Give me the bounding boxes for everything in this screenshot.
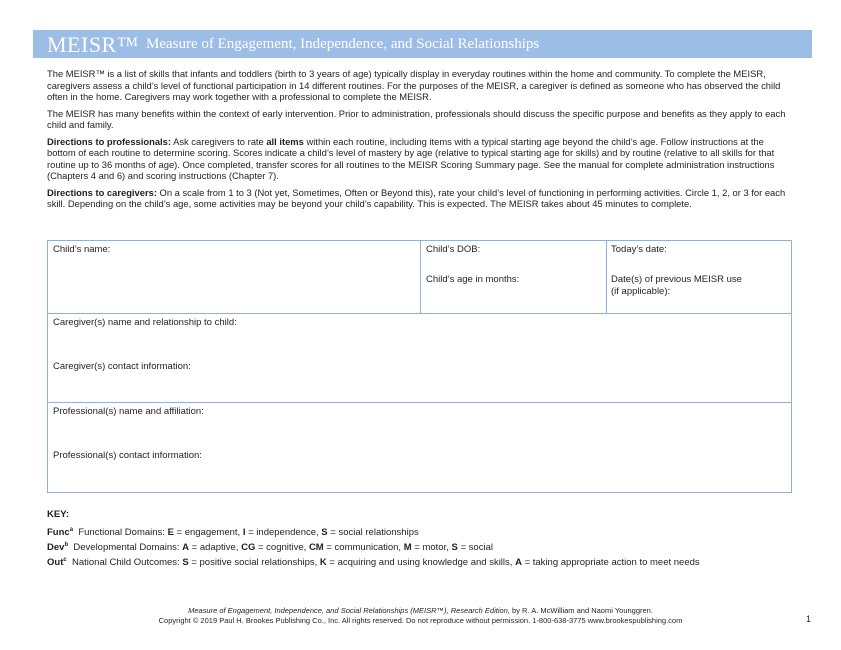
professional-contact-label: Professional(s) contact information:	[53, 450, 202, 461]
intro-paragraph-2: The MEISR has many benefits within the context of early intervention. Prior to administration, professionals should discuss the specific purpose and benefits as they apply to each child and family.	[47, 107, 786, 130]
key-dev-abbr: Dev$^b$	[47, 542, 69, 554]
directions-professionals	[47, 136, 795, 182]
child-dob-age-field[interactable]	[421, 241, 607, 313]
directions-professionals-lead: Directions to professionals:	[47, 135, 171, 147]
child-info-form	[47, 240, 792, 493]
intro-text	[47, 68, 795, 215]
caregiver-name-label: Caregiver(s) name and relationship to child:	[53, 317, 237, 328]
key-section	[47, 509, 700, 568]
professional-name-label: Professional(s) name and affiliation:	[53, 406, 204, 417]
directions-caregivers-text: On a scale from 1 to 3 (Not yet, Sometimes, Often or Beyond this), rate your child’s level of functioning in performing activities. Circle 1, 2, or 3 for each skill. Depending on the child’s age, some activities may be beyond your child’s capability. This is expected. The MEISR takes about 45 minutes to complete.	[47, 186, 786, 209]
directions-caregivers-lead: Directions to caregivers:	[47, 186, 157, 198]
directions-caregivers	[47, 187, 795, 210]
all-items-emphasis: all items	[266, 135, 304, 147]
key-title: KEY:	[47, 509, 69, 520]
today-date-label: Today’s date:	[611, 244, 667, 255]
key-out: Out$^c$ National Child Outcomes: S = positive social relationships, K = acquiring and using knowledge and skills, A = taking appropriate action to meet needs	[47, 557, 700, 569]
key-dev: Dev$^b$ Developmental Domains: A = adaptive, CG = cognitive, CM = communication, M = motor, S = social	[47, 542, 493, 554]
page-number: 1	[806, 614, 812, 624]
caregiver-contact-label: Caregiver(s) contact information:	[53, 361, 191, 372]
footer	[0, 606, 841, 625]
footer-copyright: Copyright © 2019 Paul H. Brookes Publishing Co., Inc. All rights reserved. Do not reproduce without permission. 1-800-638-3775 www.brookespublishing.com	[158, 615, 683, 625]
form-row-child	[48, 241, 791, 314]
child-name-label: Child’s name:	[53, 244, 111, 255]
intro-paragraph-1: The MEISR™ is a list of skills that infants and toddlers (birth to 3 years of age) typically display in everyday routines within the home and community. To complete the MEISR, caregivers assess a child’s level of functional participation in 14 different routines. For the purposes of the MEISR, a caregiver is defined as someone who has observed the child often in the home. Caregivers may work together with a professional to complete the MEISR.	[47, 68, 781, 102]
document-subtitle: Measure of Engagement, Independence, and Social Relationships	[146, 36, 540, 52]
key-func-abbr: Func$^a$	[47, 527, 74, 539]
brand-title: MEISR™	[47, 32, 139, 57]
child-name-field[interactable]	[48, 241, 421, 313]
child-age-label: Child’s age in months:	[426, 274, 520, 285]
key-func: Func$^a$ Functional Domains: E = engagement, I = independence, S = social relationships	[47, 527, 419, 539]
previous-use-label: Date(s) of previous MEISR use (if applicable):	[611, 274, 742, 297]
footer-citation: Measure of Engagement, Independence, and Social Relationships (MEISR™), Research Edition, by R. A. McWilliam and Naomi Younggren.	[188, 606, 653, 615]
title-banner	[33, 30, 812, 58]
key-out-abbr: Out$^c$	[47, 557, 67, 569]
form-row-caregiver[interactable]	[48, 314, 791, 403]
directions-professionals-text-a: Ask caregivers to rate	[170, 135, 267, 147]
date-field[interactable]	[607, 241, 792, 313]
directions-professionals-text-b: within each routine, including items with a typical starting age beyond the child’s age. Follow instructions at the bottom of each routine to determine scoring. Scores indicate a child’s level of mastery by age (relative to typical starting age for skills) and by routine (relative to all skills for that routine up to 36 months of age). Once completed, transfer scores for all routines to the MEISR Scoring Summary page. See the manual for complete administration instructions (Chapters 4 and 6) and scoring instructions (Chapter 7).	[47, 135, 775, 181]
child-dob-label: Child’s DOB:	[426, 244, 481, 255]
form-row-professional[interactable]	[48, 403, 791, 492]
